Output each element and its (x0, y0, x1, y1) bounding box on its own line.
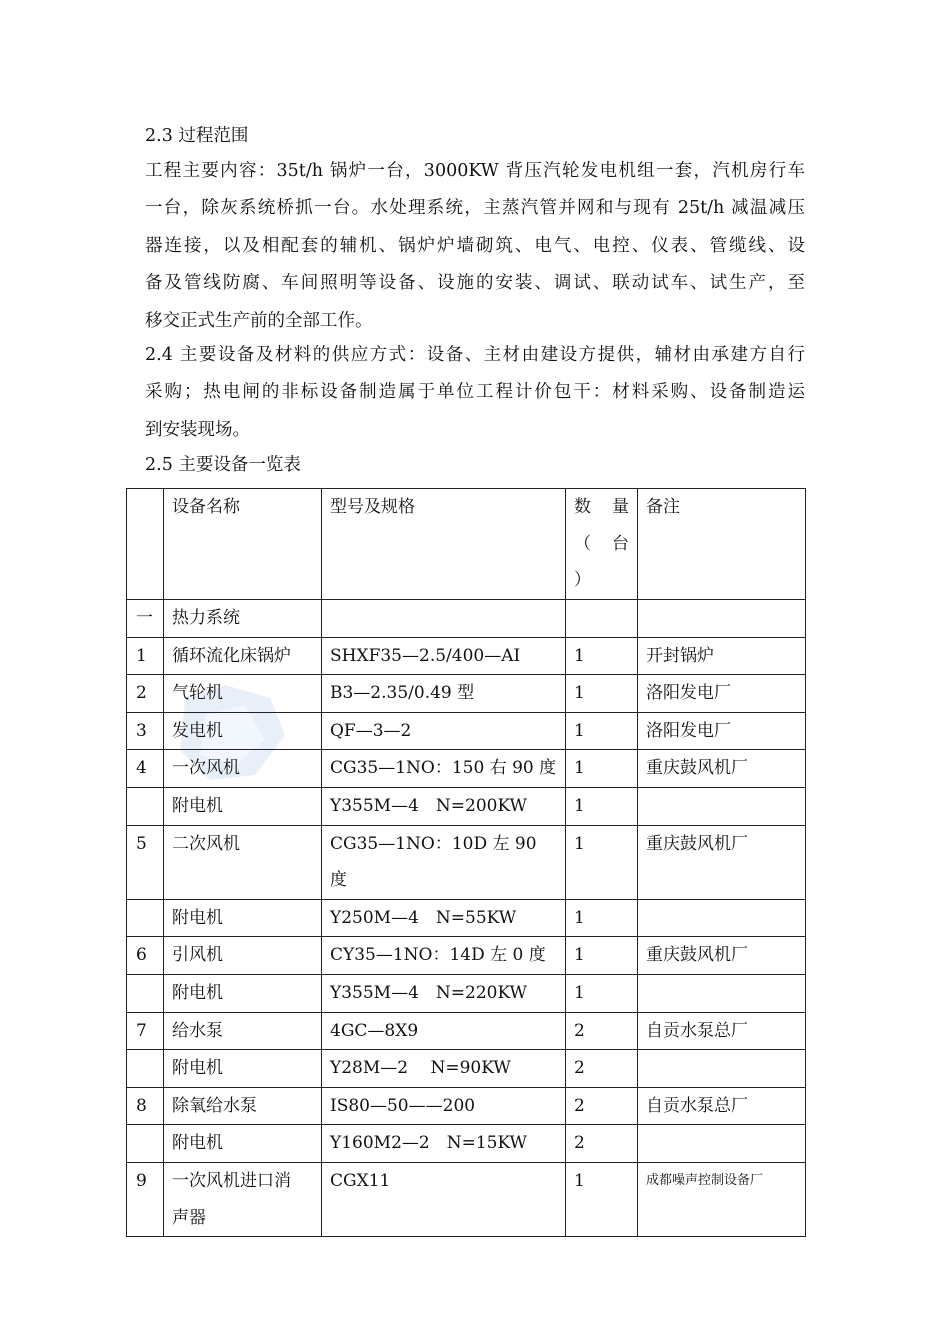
cell-remark: 重庆鼓风机厂 (638, 825, 806, 899)
cell-qty: 2 (566, 1050, 638, 1088)
table-row (127, 974, 806, 1012)
cell-remark: 自贡水泵总厂 (638, 1012, 806, 1050)
cell-name: 附电机 (164, 1050, 322, 1088)
paragraph-line: 器连接，以及相配套的辅机、锅炉炉墙砌筑、电气、电控、仪表、管缆线、设 (145, 235, 805, 256)
cell-name: 附电机 (164, 1125, 322, 1163)
cell-no: 3 (127, 712, 164, 750)
header-cell-no (127, 489, 164, 600)
cell-no: 5 (127, 825, 164, 899)
cell-qty (566, 600, 638, 638)
cell-name-line: 声器 (172, 1207, 206, 1228)
cell-remark (638, 899, 806, 937)
cell-name: 气轮机 (164, 675, 322, 713)
cell-remark (638, 600, 806, 638)
table-row (127, 1012, 806, 1050)
qty-header-line (574, 526, 629, 563)
section-2-4-paragraph (145, 337, 805, 449)
cell-no (127, 787, 164, 825)
cell-model: CY35—1NO：14D 左 0 度 (322, 937, 566, 975)
cell-name: 热力系统 (164, 600, 322, 638)
equipment-table (126, 488, 806, 1237)
cell-name (164, 1162, 322, 1236)
table-row (127, 825, 806, 899)
cell-remark (638, 1050, 806, 1088)
cell-qty: 1 (566, 974, 638, 1012)
cell-model: Y28M—2 N=90KW (322, 1050, 566, 1088)
cell-name: 引风机 (164, 937, 322, 975)
cell-qty: 1 (566, 825, 638, 899)
cell-qty: 1 (566, 899, 638, 937)
table-row (127, 750, 806, 788)
cell-no: 一 (127, 600, 164, 638)
qty-header-char: （ (574, 533, 591, 554)
cell-qty: 2 (566, 1087, 638, 1125)
cell-remark: 重庆鼓风机厂 (638, 750, 806, 788)
cell-no: 6 (127, 937, 164, 975)
cell-qty: 1 (566, 675, 638, 713)
cell-name-line: 一次风机进口消 (172, 1170, 291, 1191)
table-row (127, 675, 806, 713)
section-2-3-paragraph (145, 153, 805, 340)
table-row (127, 1125, 806, 1163)
table-row (127, 1050, 806, 1088)
cell-model: CG35—1NO：150 右 90 度 (322, 750, 566, 788)
qty-header-line (574, 489, 629, 526)
cell-no: 2 (127, 675, 164, 713)
cell-remark: 自贡水泵总厂 (638, 1087, 806, 1125)
qty-header-char: 台 (612, 533, 629, 554)
cell-remark: 重庆鼓风机厂 (638, 937, 806, 975)
cell-name: 二次风机 (164, 825, 322, 899)
cell-qty: 1 (566, 1162, 638, 1236)
heading-text: 2.3 过程范围 (145, 126, 249, 146)
cell-name: 给水泵 (164, 1012, 322, 1050)
cell-model: SHXF35—2.5/400—AI (322, 637, 566, 675)
cell-no: 1 (127, 637, 164, 675)
cell-model (322, 600, 566, 638)
cell-name: 附电机 (164, 899, 322, 937)
paragraph-line: 2.4 主要设备及材料的供应方式：设备、主材由建设方提供，辅材由承建方自行 (145, 345, 805, 365)
cell-no (127, 1125, 164, 1163)
qty-header-char: 数 (574, 497, 591, 517)
cell-name: 附电机 (164, 787, 322, 825)
header-cell-qty (566, 489, 638, 600)
qty-header-line: ） (574, 570, 591, 591)
table-row (127, 637, 806, 675)
paragraph-line: 一台，除灰系统桥抓一台。水处理系统，主蒸汽管并网和与现有 25t/h 减温减压 (145, 198, 805, 219)
cell-model: 4GC—8X9 (322, 1012, 566, 1050)
cell-remark (638, 787, 806, 825)
cell-model: Y250M—4 N=55KW (322, 899, 566, 937)
cell-remark: 洛阳发电厂 (638, 675, 806, 713)
table-row (127, 1087, 806, 1125)
cell-model: Y160M2—2 N=15KW (322, 1125, 566, 1163)
paragraph-line: 工程主要内容：35t/h 锅炉一台，3000KW 背压汽轮发电机组一套，汽机房行车 (145, 161, 805, 181)
qty-header-char: 量 (612, 497, 629, 517)
cell-no: 4 (127, 750, 164, 788)
cell-qty: 1 (566, 937, 638, 975)
table-row (127, 787, 806, 825)
cell-remark: 洛阳发电厂 (638, 712, 806, 750)
heading-text: 2.5 主要设备一览表 (145, 455, 301, 475)
cell-model: CGX11 (322, 1162, 566, 1236)
cell-qty: 1 (566, 637, 638, 675)
table-row (127, 712, 806, 750)
cell-qty: 2 (566, 1125, 638, 1163)
table-row (127, 1162, 806, 1236)
cell-name: 附电机 (164, 974, 322, 1012)
paragraph-line: 采购；热电闸的非标设备制造属于单位工程计价包干：材料采购、设备制造运 (145, 382, 805, 403)
cell-remark: 成都噪声控制设备厂 (638, 1162, 806, 1236)
table-row (127, 600, 806, 638)
cell-qty: 1 (566, 712, 638, 750)
table-row (127, 937, 806, 975)
cell-name: 一次风机 (164, 750, 322, 788)
paragraph-line: 到安装现场。 (145, 419, 250, 440)
cell-model: B3—2.35/0.49 型 (322, 675, 566, 713)
header-cell-model: 型号及规格 (322, 489, 566, 600)
cell-name: 除氧给水泵 (164, 1087, 322, 1125)
section-2-3-heading (145, 118, 805, 155)
cell-qty: 2 (566, 1012, 638, 1050)
cell-model: Y355M—4 N=220KW (322, 974, 566, 1012)
header-cell-remark: 备注 (638, 489, 806, 600)
cell-name: 发电机 (164, 712, 322, 750)
paragraph-line: 备及管线防腐、车间照明等设备、设施的安装、调试、联动试车、试生产，至 (145, 273, 805, 294)
cell-model: CG35—1NO：10D 左 90 度 (322, 825, 566, 899)
cell-name: 循环流化床锅炉 (164, 637, 322, 675)
cell-remark (638, 974, 806, 1012)
cell-model: Y355M—4 N=200KW (322, 787, 566, 825)
cell-model: IS80—50——200 (322, 1087, 566, 1125)
cell-no (127, 974, 164, 1012)
header-cell-name: 设备名称 (164, 489, 322, 600)
table-header-row (127, 489, 806, 600)
cell-remark: 开封锅炉 (638, 637, 806, 675)
table-body (127, 600, 806, 1163)
cell-model: QF—3—2 (322, 712, 566, 750)
table-row (127, 899, 806, 937)
cell-qty: 1 (566, 750, 638, 788)
cell-no: 7 (127, 1012, 164, 1050)
cell-no (127, 899, 164, 937)
cell-remark (638, 1125, 806, 1163)
cell-no: 9 (127, 1162, 164, 1236)
cell-no: 8 (127, 1087, 164, 1125)
cell-qty: 1 (566, 787, 638, 825)
section-2-5-heading (145, 447, 805, 484)
cell-no (127, 1050, 164, 1088)
paragraph-line: 移交正式生产前的全部工作。 (145, 310, 373, 331)
